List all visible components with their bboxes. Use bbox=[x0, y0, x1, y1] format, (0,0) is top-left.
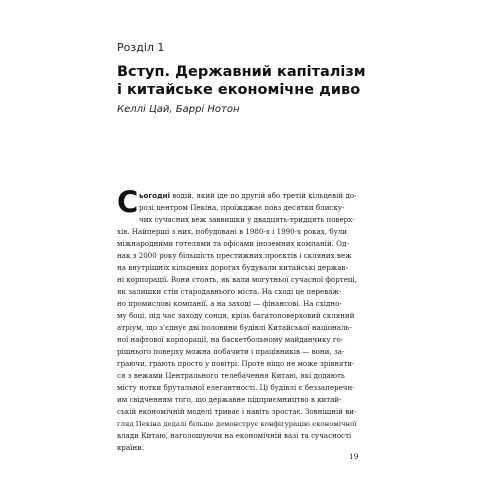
body-line-8: ні корпорації. Вони стоять, як вали могутньої сучасної фортеці, bbox=[117, 275, 358, 284]
body-line-7: на внутрішніх кільцевих дорогах будували китайські держав- bbox=[117, 263, 348, 272]
chapter-label: Розділ 1 bbox=[117, 41, 165, 54]
chapter-title-line-1: Вступ. Державний капіталізм bbox=[117, 64, 366, 80]
drop-cap: С bbox=[117, 185, 139, 219]
body-line-11: му боці, під час заходу сонця, крізь багатоповерховий скляний bbox=[117, 311, 355, 320]
body-line-10: но промислові компанії, а на заході — фінансові. На східно- bbox=[117, 299, 342, 308]
body-line-20: гляд Пекіна дедалі більше демонструє конфігурацію економічної bbox=[117, 420, 357, 428]
body-line-15: граючи, грають просто у повітрі. Проте ніщо не може зрівняти- bbox=[117, 360, 355, 368]
body-line-16: ся з вежами Центрального телебачення Китаю, які додають bbox=[117, 371, 345, 380]
authors: Келлі Цай, Баррі Нотон bbox=[117, 104, 240, 115]
body-line-13: ної нафтової корпорації, на баскетбольному майданчику го- bbox=[117, 335, 344, 344]
body-line-1-text: водій, який іде по другій або третій кільцевій до- bbox=[170, 191, 357, 200]
chapter-title bbox=[117, 64, 417, 99]
body-line-22: країни. bbox=[117, 443, 145, 452]
body-line-5: міжнародними готелями та офісами іноземних компаній. Од- bbox=[117, 239, 349, 248]
body-line-4: хів. Найперші з них, побудовані в 1980-х і 1990-х роках, були bbox=[117, 227, 347, 236]
body-line-19: ській економічній моделі триває і навіть зростає. Зовнішній ви- bbox=[117, 407, 357, 416]
chapter-title-line-2: і китайське економічне диво bbox=[117, 81, 361, 98]
body-line-3: чих сучасних веж заввишки у двадцять-тридцять поверх- bbox=[139, 215, 355, 224]
body-line-2: розі центром Пекіна, проїжджає повз десятки блиску- bbox=[139, 203, 345, 212]
body-line-12: атріум, що з'єднує дві половини будівлі Китайської національ- bbox=[117, 323, 352, 332]
body-line-17: місту нотки брутальної елегантності. Ці будівлі є беззаперечн- bbox=[117, 383, 355, 392]
body-line-21: влади Китаю, наголошуючи на економічній вазі та сучасності bbox=[117, 431, 352, 440]
page-number: 19 bbox=[349, 452, 359, 461]
lead-word: ьогодні bbox=[139, 191, 171, 200]
body-line-6: нак з 2000 року більшість престижних проєктів і скляних веж bbox=[117, 251, 352, 260]
body-line-14: рішнього поверху можна побачити і працівників — вони, за- bbox=[117, 347, 345, 356]
body-line-1 bbox=[139, 190, 356, 202]
body-line-9: як залишки стін стародавнього міста. На сході це переваж- bbox=[117, 287, 342, 296]
body-line-18: им свідченням того, що державне підприємництво в китай- bbox=[117, 395, 342, 404]
